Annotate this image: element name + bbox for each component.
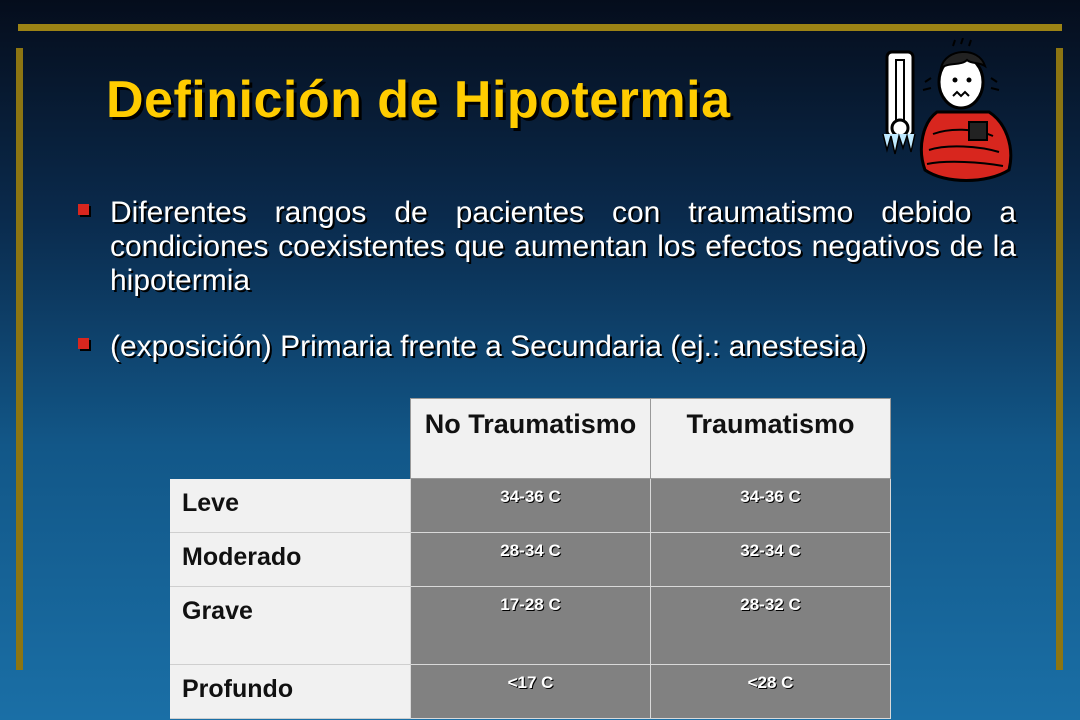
cell-trauma: 28-32 C bbox=[651, 587, 891, 665]
table-header-row bbox=[170, 399, 891, 479]
bullet-text: Diferentes rangos de pacientes con traumatismo debido a condiciones coexistentes que aumentan los efectos negativos de la hipotermia bbox=[110, 196, 1016, 297]
table-corner-blank bbox=[170, 399, 411, 479]
thermometer-icon bbox=[883, 52, 915, 154]
frame-top-bar bbox=[18, 24, 1062, 31]
bullet-list bbox=[76, 196, 1016, 364]
cell-trauma: 34-36 C bbox=[651, 479, 891, 533]
cell-no-trauma: <17 C bbox=[411, 665, 651, 719]
table-row bbox=[170, 479, 891, 533]
column-header-no-trauma: No Traumatismo bbox=[411, 399, 651, 479]
column-header-trauma: Traumatismo bbox=[651, 399, 891, 479]
row-label-leve: Leve bbox=[170, 479, 411, 533]
row-label-grave: Grave bbox=[170, 587, 411, 665]
table-row bbox=[170, 587, 891, 665]
bullet-item bbox=[76, 330, 1016, 364]
cell-trauma: <28 C bbox=[651, 665, 891, 719]
cold-person-with-thermometer-icon bbox=[875, 38, 1025, 188]
bullet-marker-icon bbox=[78, 338, 89, 349]
bullet-item bbox=[76, 196, 1016, 298]
row-label-moderado: Moderado bbox=[170, 533, 411, 587]
cell-trauma: 32-34 C bbox=[651, 533, 891, 587]
cell-no-trauma: 17-28 C bbox=[411, 587, 651, 665]
bullet-marker-icon bbox=[78, 204, 89, 215]
slide-title: Definición de Hipotermia bbox=[106, 71, 731, 129]
row-label-profundo: Profundo bbox=[170, 665, 411, 719]
cell-no-trauma: 34-36 C bbox=[411, 479, 651, 533]
hypothermia-ranges-table bbox=[170, 398, 891, 719]
frame-left-bar bbox=[16, 48, 23, 670]
table-row bbox=[170, 665, 891, 719]
frame-right-bar bbox=[1056, 48, 1063, 670]
cell-no-trauma: 28-34 C bbox=[411, 533, 651, 587]
table-row bbox=[170, 533, 891, 587]
shivering-person-icon bbox=[921, 38, 1010, 181]
bullet-text: (exposición) Primaria frente a Secundaria (ej.: anestesia) bbox=[110, 330, 868, 363]
